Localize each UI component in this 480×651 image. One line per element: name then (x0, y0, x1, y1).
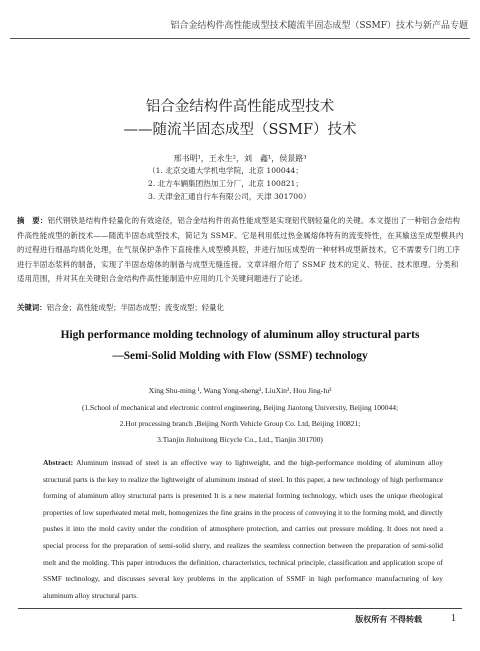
cn-keywords-label: 关键词： (17, 303, 47, 312)
cn-affiliation-3: 3. 天津金汇通自行车有限公司，天津 301700） (148, 192, 311, 201)
cn-abstract (17, 214, 465, 287)
en-title-line2: —Semi-Solid Molding with Flow (SSMF) technology (112, 350, 368, 362)
copyright-notice: 版权所有 不得转载 (355, 614, 422, 624)
cn-authors: 邢书明¹，王永生²，刘 鑫¹，侯景路³ (173, 154, 307, 163)
cn-title-line2: ——随流半固态成型（SSMF）技术 (123, 122, 357, 138)
en-affiliation-3: 3.Tianjin Jinhuitong Bicycle Co., Ltd., Tianjin 301700) (157, 435, 323, 444)
en-authors: Xing Shu-ming ¹, Wang Yong-sheng², LiuXin², Hou Jing-lu³ (148, 386, 332, 395)
cn-keywords-text: 铝合金；高性能成型；半固态成型；流变成型；轻量化 (46, 303, 224, 312)
cn-abstract-text: 铝代钢铁是结构件轻量化的有效途径，铝合金结构件的高性能成型是实现铝代钢轻量化的关键。本文提出了一种铝合金结构件高性能成型的新技术——随流半固态成型技术，简记为 SSMF。它是利用低过热金属熔体特有的流变特性，在其输送至成型模具内的过程进行细晶均质化处理，在气氛保护条件下直接推入成型模具腔，并进行加压成型的一种材料成型新技术，它不需要专门的工序进行半固态浆料的制备，实现了半固态熔体的制备与成型无缝连接。文章详细介绍了 SSMF 技术的定义、特征、技术原理、分类和适用范围，并对其在关键铝合金结构件高性能制造中应用的几个关键问题进行了论述。 (17, 216, 464, 284)
cn-keywords (17, 302, 224, 313)
en-title-line1: High performance molding technology of aluminum alloy structural parts (60, 329, 420, 341)
en-abstract (43, 455, 443, 604)
cn-affiliation-2: 2. 北方车辆集团热加工分厂，北京 100821； (148, 179, 303, 188)
cn-abstract-label: 摘 要： (17, 216, 48, 225)
en-affiliation-2: 2.Hot processing branch ,Beijing North Vehicle Group Co. Ltd, Beijing 100821; (119, 419, 361, 428)
footer-divider (18, 608, 462, 609)
page-header (0, 0, 480, 40)
running-header: 铝合金结构件高性能成型技术随流半固态成型（SSMF）技术与新产品专题 (170, 21, 468, 31)
cn-title-line1: 铝合金结构件高性能成型技术 (145, 99, 335, 115)
en-affiliation-1: (1.School of mechanical and electronic control engineering, Beijing Jiaotong University, Beijing 100044; (81, 403, 399, 412)
en-abstract-label: Abstract: (43, 458, 74, 467)
header-divider (10, 38, 470, 39)
en-abstract-text: Aluminum instead of steel is an effective way to lightweight, and the high-performance molding of aluminum alloy structural parts is the key to realize the lightweight of aluminum instead of steel. In this paper, a new technology of high performance forming of aluminum alloy structural parts is presented It is a new material forming technology, which uses the unique rheological properties of low superheated metal melt, homogenizes the fine grains in the process of conveying it to the forming mold, and directly pushes it into the mold cavity under the condition of atmosphere protection, and carries out pressure molding. It does not need a special process for the preparation of semi-solid slurry, and realizes the seamless connection between the preparation of semi-solid melt and the molding. This paper introduces the definition, characteristics, technical principle, classification and application scope of SSMF technology, and discusses several key problems in the application of SSMF in high performance manufacturing of key aluminum alloy structural parts. (43, 458, 444, 600)
cn-affiliation-1: （1. 北京交通大学机电学院，北京 100044； (148, 166, 303, 175)
page-number: 1 (451, 613, 456, 624)
